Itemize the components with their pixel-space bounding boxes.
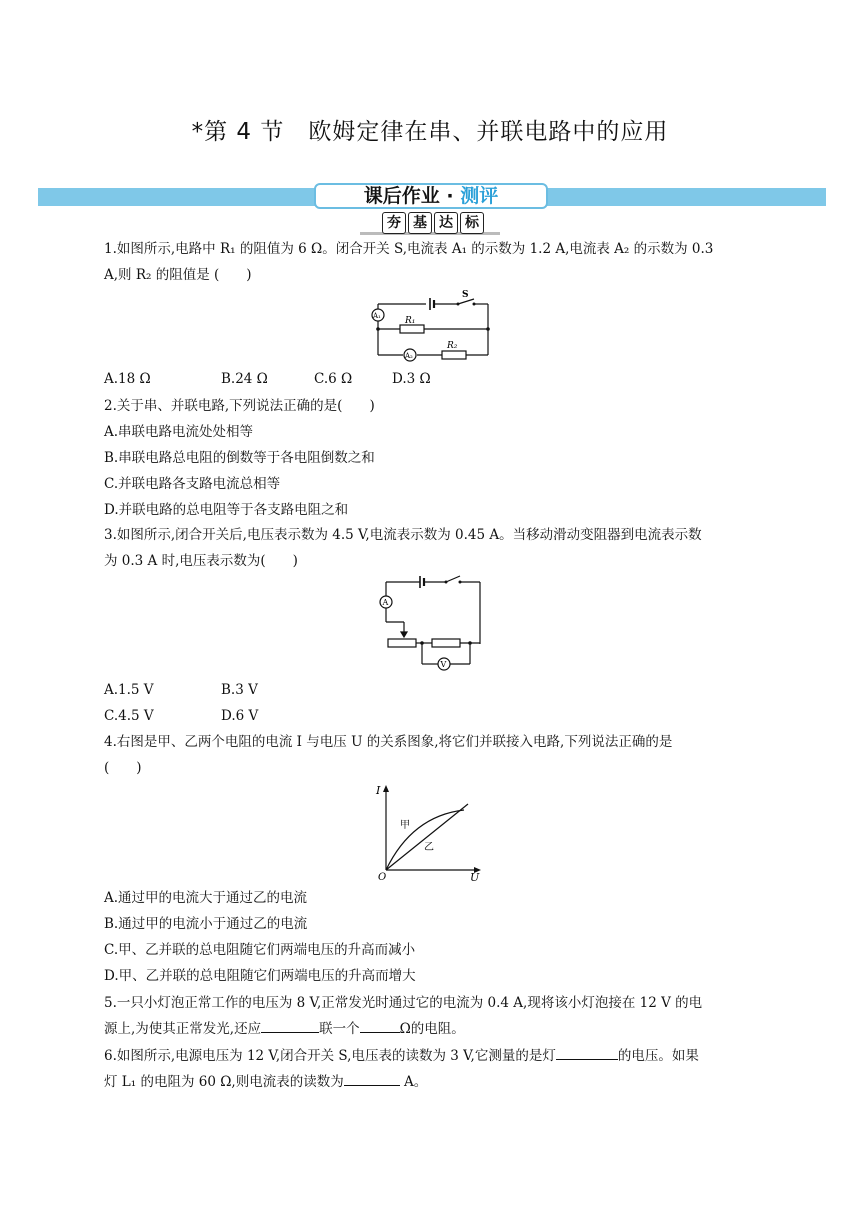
q5-blank-resistance[interactable] [360,1017,400,1033]
q3-circuit-figure [374,574,486,674]
q6-text-a: 6.如图所示,电源电压为 12 V,闭合开关 S,电压表的读数为 3 V,它测量的是灯 [104,1048,556,1064]
q1-label-r1: R₁ [405,316,416,326]
subtitle-char: 标 [460,212,484,234]
q6-stem-line2 [104,1069,427,1095]
q6-blank-lamp[interactable] [556,1044,618,1060]
subtitle-char: 夯 [382,212,406,234]
q1-label-a2: A₂ [405,352,413,360]
q3-stem-line2: 为 0.3 A 时,电压表示数为( ) [104,553,298,569]
q4-option-b: B.通过甲的电流小于通过乙的电流 [104,916,308,932]
q1-option-b: B.24 Ω [221,371,268,387]
q2-option-c: C.并联电路各支路电流总相等 [104,476,281,492]
q3-option-b: B.3 V [221,682,258,698]
q4-option-a: A.通过甲的电流大于通过乙的电流 [104,890,308,906]
q4-option-d: D.甲、乙并联的总电阻随它们两端电压的升高而增大 [104,968,416,984]
q3-label-a: A [382,598,389,607]
q3-options-row1 [104,682,258,698]
q5-text-b: 联一个 [319,1021,360,1037]
q4-label-u: U [470,871,480,882]
q4-label-yi: 乙 [424,842,434,853]
q5-stem-line2 [104,1016,465,1042]
q1-label-s: S [462,290,469,300]
section-banner [38,183,826,209]
q3-options-row2 [104,708,258,724]
q6-blank-current[interactable] [344,1070,400,1086]
q6-stem-line1 [104,1043,699,1069]
q1-options [104,371,431,387]
q3-option-c: C.4.5 V [104,708,154,724]
q3-option-d: D.6 V [221,708,259,724]
q1-label-a1: A₁ [373,312,381,320]
q2-option-d: D.并联电路的总电阻等于各支路电阻之和 [104,502,349,518]
q3-stem-line1: 3.如图所示,闭合开关后,电压表示数为 4.5 V,电流表示数为 0.45 A。当移动滑动变阻器到电流表示数 [104,527,702,543]
q4-iu-graph [374,782,486,882]
subtitle-char: 基 [408,212,432,234]
page-title: *第 4 节 欧姆定律在串、并联电路中的应用 [191,119,669,145]
q2-option-b: B.串联电路总电阻的倒数等于各电阻倒数之和 [104,450,375,466]
subtitle-char: 达 [434,212,458,234]
q4-label-jia: 甲 [400,820,410,831]
q3-option-a: A.1.5 V [104,682,154,698]
q5-blank-connection[interactable] [261,1017,319,1033]
q4-label-o: O [378,872,387,882]
q1-stem-line2: A,则 R₂ 的阻值是 ( ) [104,267,252,283]
q2-stem: 2.关于串、并联电路,下列说法正确的是( ) [104,398,375,414]
q6-text-c: 灯 L₁ 的电阻为 60 Ω,则电流表的读数为 [104,1074,344,1090]
q5-stem-line1: 5.一只小灯泡正常工作的电压为 8 V,正常发光时通过它的电流为 0.4 A,现将该小灯泡接在 12 V 的电 [104,995,703,1011]
q1-circuit-figure [364,288,496,362]
banner-label [314,183,548,209]
q5-text-a: 源上,为使其正常发光,还应 [104,1021,262,1037]
q4-stem-line1: 4.右图是甲、乙两个电阻的电流 I 与电压 U 的关系图象,将它们并联接入电路,下列说法正确的是 [104,734,673,750]
q3-label-v: V [440,660,447,669]
banner-label-right: 测评 [460,185,499,207]
q1-option-d: D.3 Ω [392,371,431,387]
q4-option-c: C.甲、乙并联的总电阻随它们两端电压的升高而减小 [104,942,416,958]
subtitle [382,212,484,234]
q1-option-c: C.6 Ω [314,371,353,387]
q6-text-d: A。 [399,1074,428,1090]
q4-stem-line2: ( ) [104,760,142,776]
q5-text-c: Ω的电阻。 [399,1021,465,1037]
q4-label-i: I [376,784,381,797]
banner-label-left: 课后作业 · [363,185,461,207]
q2-option-a: A.串联电路电流处处相等 [104,424,254,440]
q6-text-b: 的电压。如果 [617,1048,699,1064]
q1-label-r2: R₂ [447,341,458,351]
q1-stem-line1: 1.如图所示,电路中 R₁ 的阻值为 6 Ω。闭合开关 S,电流表 A₁ 的示数为 1.2 A,电流表 A₂ 的示数为 0.3 [104,241,714,257]
q1-option-a: A.18 Ω [104,371,151,387]
